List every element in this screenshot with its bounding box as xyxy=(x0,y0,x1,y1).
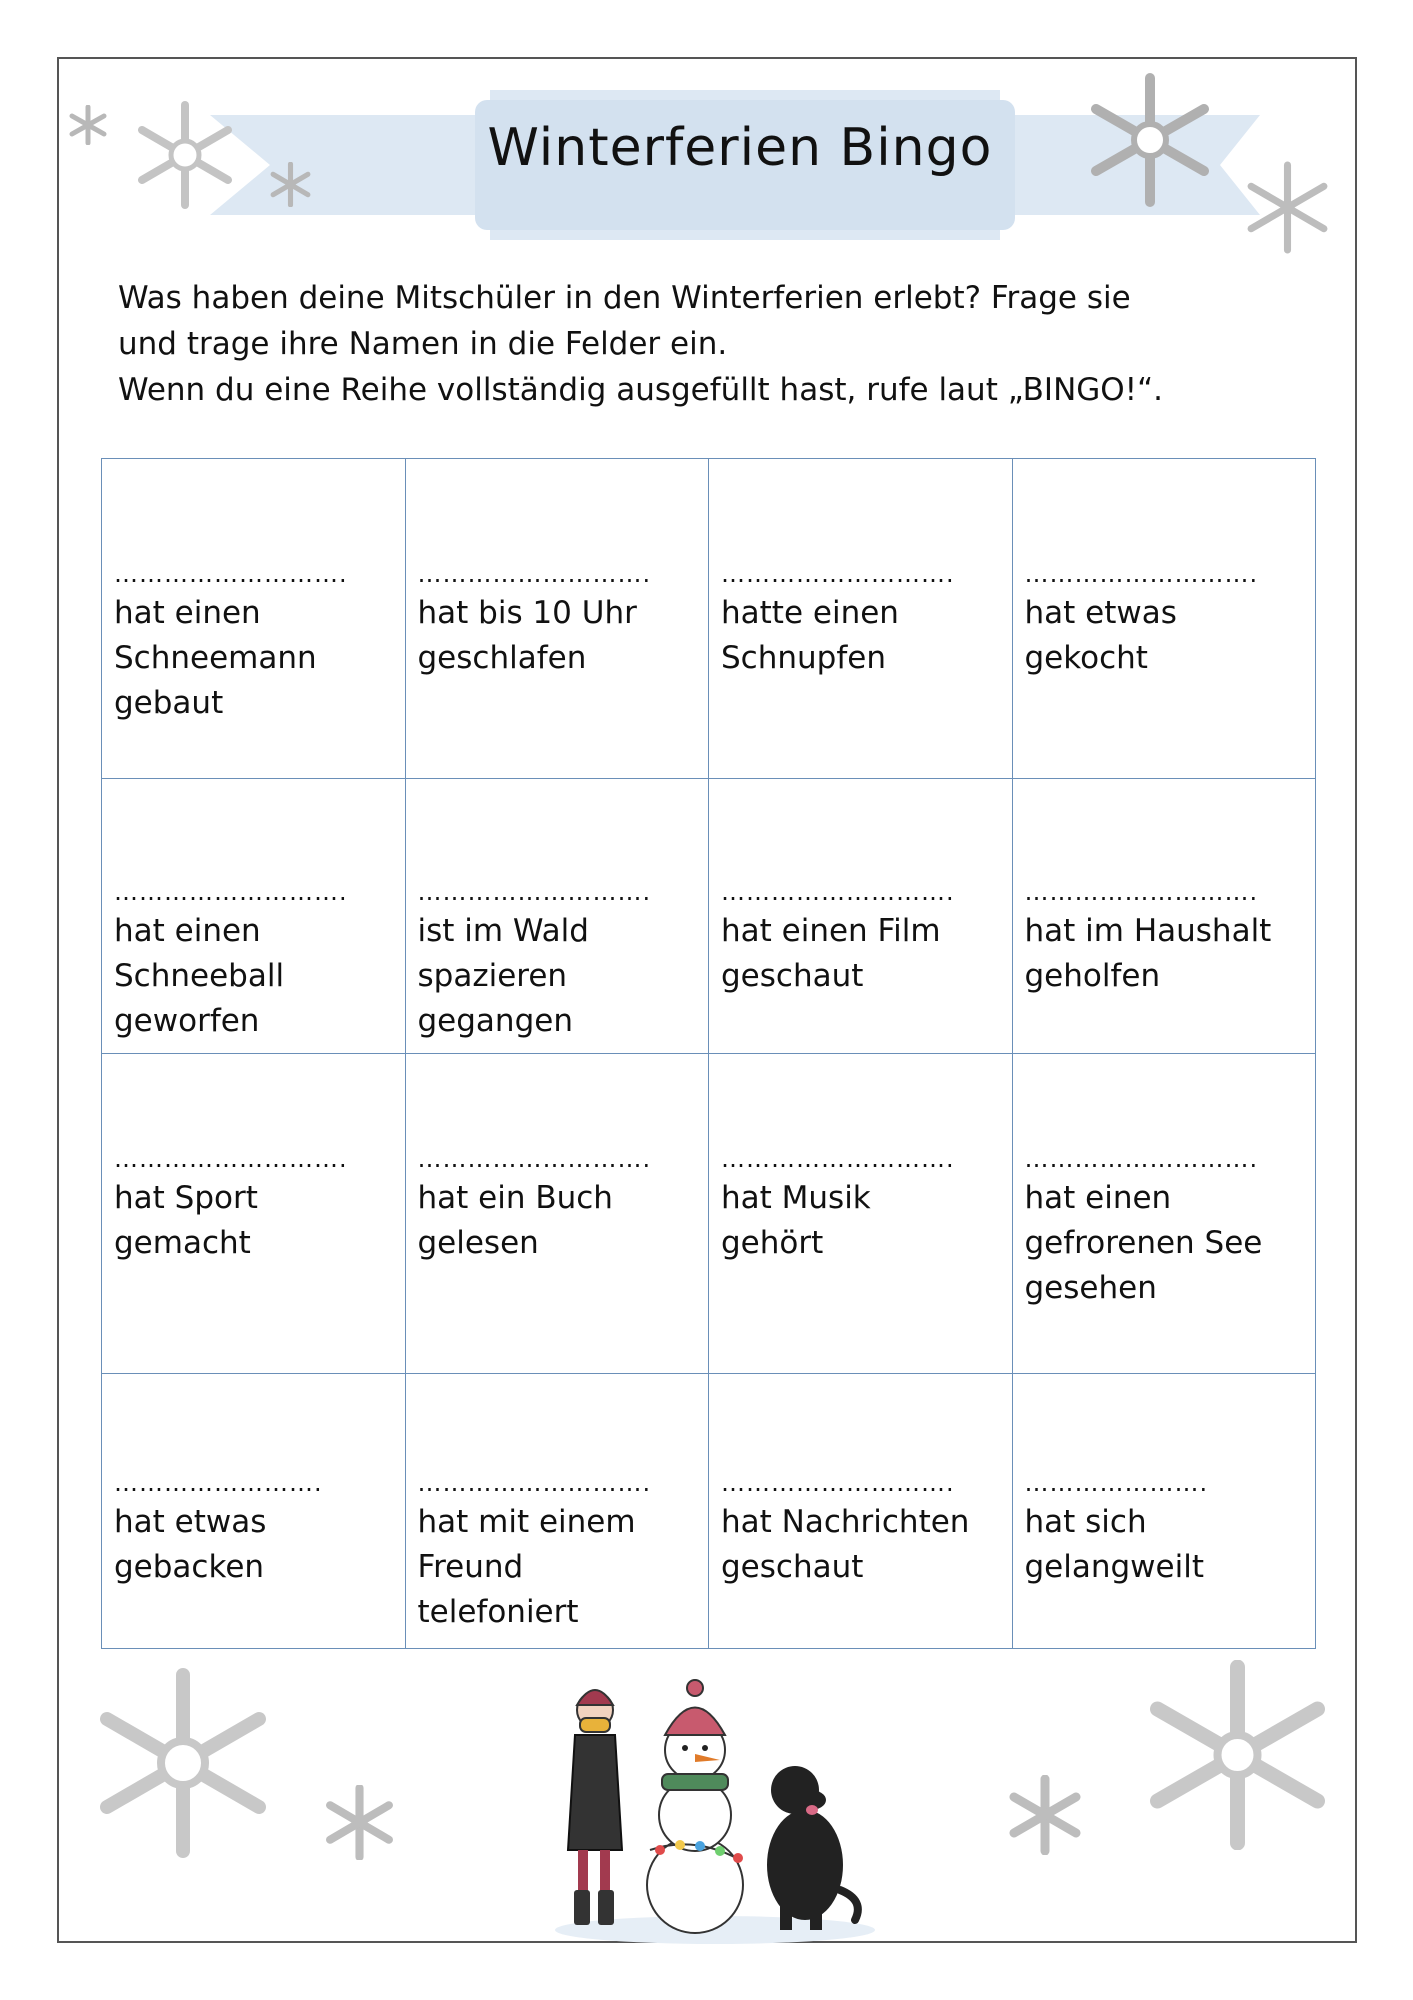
task-line: gelangweilt xyxy=(1024,1549,1204,1585)
name-blank: ………………………. xyxy=(1024,560,1259,588)
task-line: hat Sport xyxy=(114,1180,258,1216)
snowflake-icon xyxy=(1125,1660,1350,1850)
snowflake-icon xyxy=(1085,70,1215,210)
bingo-cell[interactable] xyxy=(709,779,1013,1054)
snowflake-icon xyxy=(1005,1775,1085,1855)
bingo-cell[interactable] xyxy=(709,1054,1013,1374)
name-blank: ………………………. xyxy=(721,1145,955,1173)
bingo-row xyxy=(102,1374,1316,1649)
page-title: Winterferien Bingo xyxy=(487,118,993,178)
name-blank: ………………………. xyxy=(721,1469,955,1497)
name-blank: ………………………. xyxy=(1024,878,1259,906)
task-line: Schneemann xyxy=(114,640,317,676)
task-line: ist im Wald xyxy=(417,913,589,949)
snowflake-icon xyxy=(322,1785,397,1860)
snowflake-icon xyxy=(268,162,313,207)
bingo-cell[interactable] xyxy=(102,459,406,779)
instruction-line: Wenn du eine Reihe vollständig ausgefüllt hast, rufe laut „BINGO!“. xyxy=(118,372,1164,408)
task-line: geschaut xyxy=(721,958,864,994)
task-line: spazieren xyxy=(417,958,568,994)
name-blank: …………………. xyxy=(1024,1469,1209,1497)
bingo-cell[interactable] xyxy=(1012,1374,1316,1649)
instruction-line: und trage ihre Namen in die Felder ein. xyxy=(118,326,728,362)
task-line: hat mit einem xyxy=(417,1504,636,1540)
bingo-cell[interactable] xyxy=(102,1054,406,1374)
task-line: gefrorenen See xyxy=(1024,1225,1263,1261)
dog-illustration xyxy=(767,1766,858,1930)
snowflake-icon xyxy=(88,1668,278,1858)
name-blank: ………………………. xyxy=(417,560,652,588)
snowman-illustration xyxy=(647,1680,743,1933)
task-line: telefoniert xyxy=(417,1594,579,1630)
task-line: hat im Haushalt xyxy=(1024,913,1272,949)
task-line: Freund xyxy=(417,1549,524,1585)
task-line: Schneeball xyxy=(114,958,285,994)
task-line: geholfen xyxy=(1024,958,1161,994)
task-line: hat Nachrichten xyxy=(721,1504,970,1540)
task-line: hat einen xyxy=(114,595,261,631)
bingo-cell[interactable] xyxy=(1012,1054,1316,1374)
bingo-cell[interactable] xyxy=(405,779,709,1054)
task-line: Schnupfen xyxy=(721,640,886,676)
task-line: gebaut xyxy=(114,685,224,721)
instructions xyxy=(118,275,1298,413)
snowflake-icon xyxy=(68,105,108,145)
bingo-grid xyxy=(101,458,1316,1649)
name-blank: ………………………. xyxy=(114,560,348,588)
name-blank: ………………………. xyxy=(1024,1145,1259,1173)
bingo-cell[interactable] xyxy=(102,1374,406,1649)
bingo-cell[interactable] xyxy=(1012,459,1316,779)
bingo-cell[interactable] xyxy=(102,779,406,1054)
name-blank: ………………………. xyxy=(114,1145,348,1173)
task-line: hat ein Buch xyxy=(417,1180,613,1216)
bingo-row xyxy=(102,779,1316,1054)
task-line: gesehen xyxy=(1024,1270,1157,1306)
task-line: gelesen xyxy=(417,1225,539,1261)
task-line: hat etwas xyxy=(1024,595,1177,631)
name-blank: ………………………. xyxy=(721,878,955,906)
bingo-cell[interactable] xyxy=(405,1054,709,1374)
task-line: gekocht xyxy=(1024,640,1148,676)
instruction-line: Was haben deine Mitschüler in den Winterferien erlebt? Frage sie xyxy=(118,280,1131,316)
bingo-cell[interactable] xyxy=(405,459,709,779)
task-line: hat einen xyxy=(114,913,261,949)
task-line: gemacht xyxy=(114,1225,251,1261)
task-line: gebacken xyxy=(114,1549,265,1585)
winter-scene-illustration xyxy=(540,1650,890,1950)
snowflake-icon xyxy=(1245,160,1330,255)
name-blank: ……………………. xyxy=(114,1469,323,1497)
task-line: hat einen xyxy=(1024,1180,1172,1216)
name-blank: ………………………. xyxy=(417,878,652,906)
name-blank: ………………………. xyxy=(417,1469,652,1497)
bingo-cell[interactable] xyxy=(709,459,1013,779)
task-line: gehört xyxy=(721,1225,824,1261)
task-line: hat Musik xyxy=(721,1180,871,1216)
snowflake-icon xyxy=(130,100,240,210)
task-line: geworfen xyxy=(114,1003,260,1039)
task-line: geschlafen xyxy=(417,640,587,676)
task-line: geschaut xyxy=(721,1549,864,1585)
bingo-row xyxy=(102,459,1316,779)
task-line: hat bis 10 Uhr xyxy=(417,595,637,631)
task-line: hat etwas xyxy=(114,1504,267,1540)
task-line: gegangen xyxy=(417,1003,573,1039)
name-blank: ………………………. xyxy=(417,1145,652,1173)
name-blank: ………………………. xyxy=(114,878,348,906)
bingo-cell[interactable] xyxy=(709,1374,1013,1649)
girl-illustration xyxy=(568,1690,622,1925)
task-line: hat sich xyxy=(1024,1504,1147,1540)
bingo-cell[interactable] xyxy=(405,1374,709,1649)
task-line: hat einen Film xyxy=(721,913,941,949)
bingo-row xyxy=(102,1054,1316,1374)
bingo-cell[interactable] xyxy=(1012,779,1316,1054)
name-blank: ………………………. xyxy=(721,560,955,588)
task-line: hatte einen xyxy=(721,595,899,631)
